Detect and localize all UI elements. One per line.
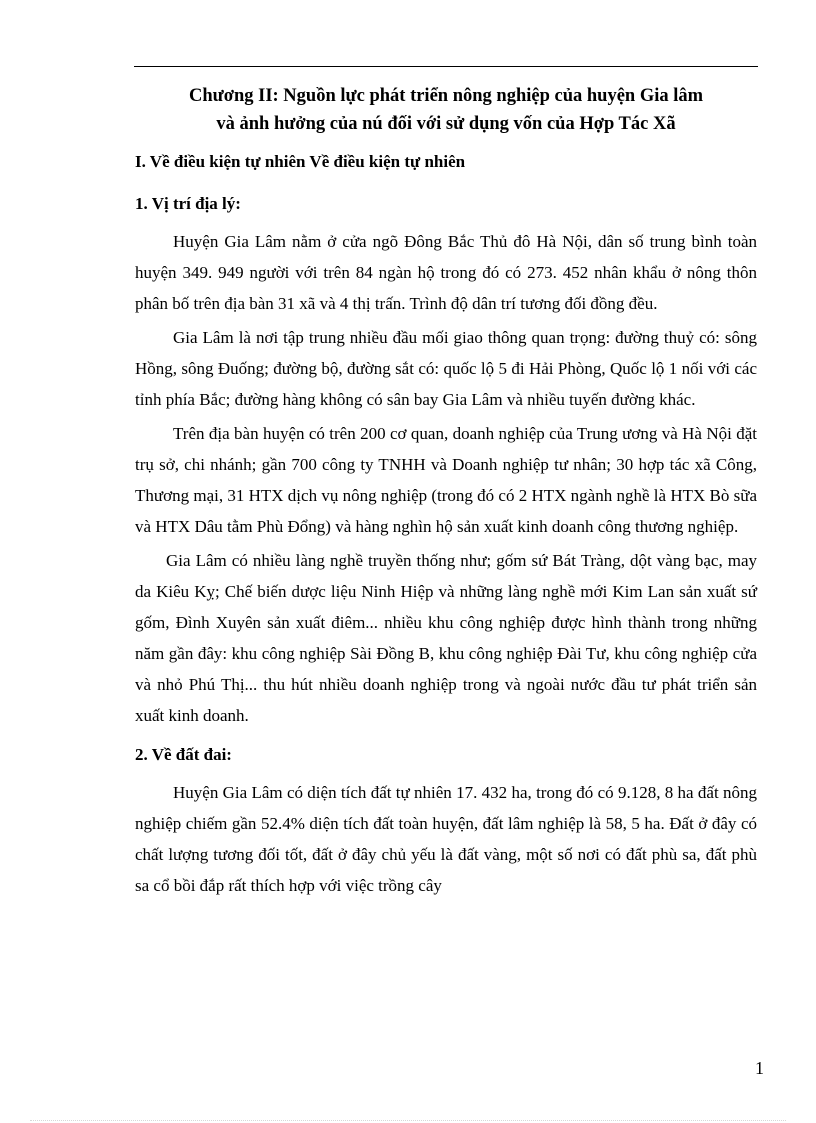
section-heading: I. Về điều kiện tự nhiên Về điều kiện tự nhiên: [135, 152, 466, 171]
paragraph: Gia Lâm có nhiều làng nghề truyền thống như; gốm sứ Bát Tràng, dột vàng bạc, may da Kiêu Kỵ; Chế biến dược liệu Ninh Hiệp và những làng nghề mới Kim Lan sản xuất sứ gốm, Đình Xuyên sản xuất điêm... nhiều khu công nghiệp được hình thành trong những năm gần đây: khu công nghiệp Sài Đồng B, khu công nghiệp Đài Tư, khu công nghiệp cửa và nhỏ Phú Thị... thu hút nhiều doanh nghiệp trong và ngoài nước đầu tư phát triển sản xuất kinh doanh.: [135, 551, 757, 725]
paragraph: Huyện Gia Lâm nằm ở cửa ngõ Đông Bắc Thủ đô Hà Nội, dân số trung bình toàn huyện 349. 949 người với trên 84 ngàn hộ trong đó có 273. 452 nhân khẩu ở nông thôn phân bố trên địa bàn 31 xã và 4 thị trấn. Trình độ dân trí tương đối đồng đều.: [135, 232, 757, 313]
chapter-title: [135, 82, 757, 138]
page-number: 1: [755, 1058, 764, 1078]
page-bottom-border: [30, 1120, 786, 1121]
chapter-title-line-2: và ảnh hưởng của nú đối với sử dụng vốn của Hợp Tác Xã: [216, 114, 676, 134]
paragraph: Huyện Gia Lâm có diện tích đất tự nhiên 17. 432 ha, trong đó có 9.128, 8 ha đất nông nghiệp chiếm gần 52.4% diện tích đất toàn huyện, đất lâm nghiệp là 58, 5 ha. Đất ở đây có chất lượng tương đối tốt, đất ở đây chủ yếu là đất vàng, một số nơi có đất phù sa, đất phù sa cổ bồi đắp rất thích hợp với việc trồng cây: [135, 783, 757, 895]
subsection-heading-land: 2. Về đất đai:: [135, 745, 232, 764]
paragraph: Gia Lâm là nơi tập trung nhiều đầu mối giao thông quan trọng: đường thuỷ có: sông Hồng, sông Đuống; đường bộ, đường sắt có: quốc lộ 5 đi Hải Phòng, Quốc lộ 1 nối với các tỉnh phía Bắc; đường hàng không có sân bay Gia Lâm và nhiều tuyến đường khác.: [135, 328, 757, 409]
chapter-title-line-1: Chương II: Nguồn lực phát triển nông nghiệp của huyện Gia lâm: [188, 86, 704, 106]
paragraph: Trên địa bàn huyện có trên 200 cơ quan, doanh nghiệp của Trung ương và Hà Nội đặt trụ sở, chi nhánh; gần 700 công ty TNHH và Doanh nghiệp tư nhân; 30 hợp tác xã Công, Thương mại, 31 HTX dịch vụ nông nghiệp (trong đó có 2 HTX ngành nghề là HTX Bò sữa và HTX Dâu tằm Phù Đổng) và hàng nghìn hộ sản xuất kinh doanh công thương nghiệp.: [135, 424, 757, 536]
document-body: [135, 82, 757, 904]
header-rule: [134, 66, 758, 67]
subsection-heading-location: 1. Vị trí địa lý:: [135, 194, 241, 213]
